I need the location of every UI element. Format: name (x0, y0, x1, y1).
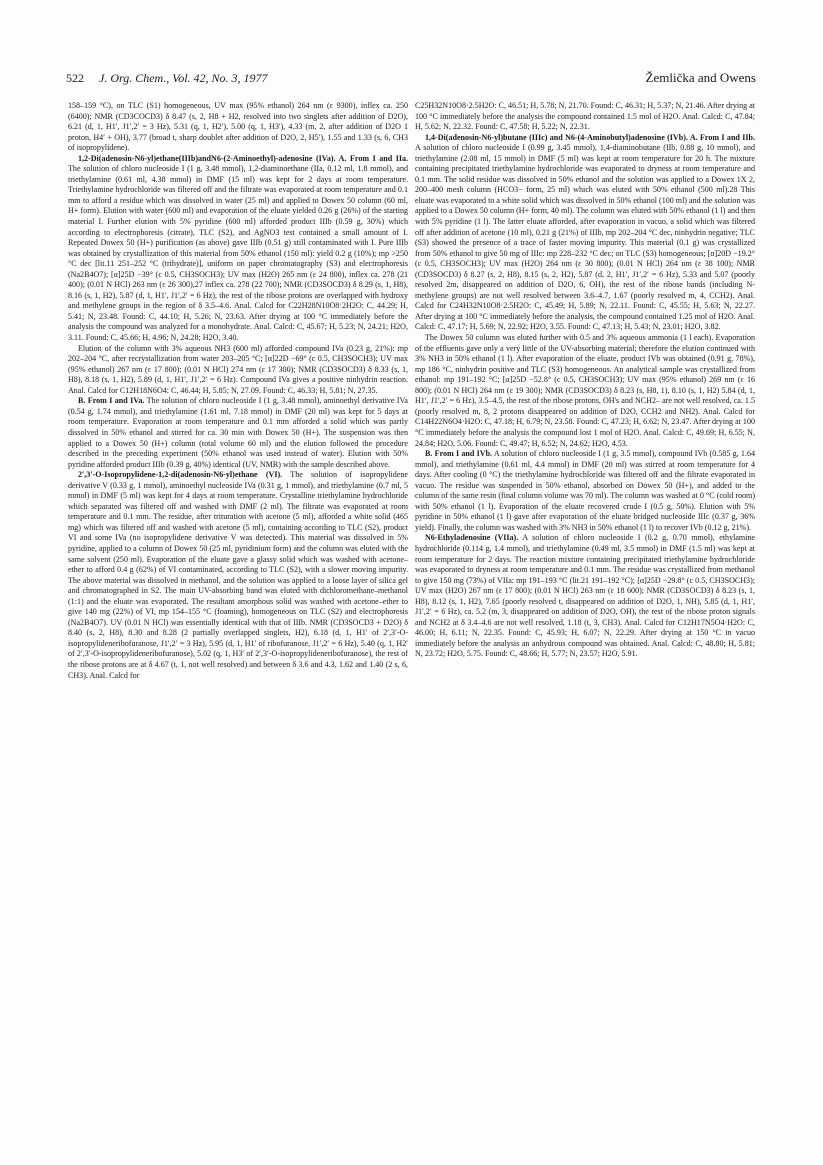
paragraph (415, 133, 755, 333)
paragraph (415, 101, 755, 133)
paragraph-heading: 1,4-Di(adenosin-N6-yl)butane (IIIc) and N6-(4-Aminobutyl)adenosine (IVb). A. From I and IIb. (425, 132, 755, 142)
running-header (66, 70, 756, 90)
paragraph-text: 158–159 °C), on TLC (S1) homogeneous, UV max (95% ethanol) 264 nm (ε 9300), inflex ca. 250 (6400); NMR (CD3COCD3) δ 8.47 (s, 2, H8 + H2, resolved into two singlets after addition of D2O), 6.21 (d, 1, H1′, J1′,2′ = 3 Hz), 5.31 (q, 1, H2′), 5.00 (q, 1, H3′), 4.33 (m, 2, after addition of D2O 1 proton, H4′ + OH), 3.77 (broad t, sharp doublet after addition of D2O, 2, H5′), 1.55 and 1.33 (s, 6, CH3 of isopropylidene). (68, 101, 408, 153)
left-column (68, 101, 408, 681)
right-column (415, 101, 755, 660)
paragraph-text: The solution of isopropylidene derivative V (0.33 g, 1 mmol), aminoethyl nucleoside IVa (0.31 g, 1 mmol), and triethylamine (0.7 ml, 5 mmol) in DMF (5 ml) was kept for 4 days at room temperature. Crystalline triethylamine hydrochloride which separated was filtered off and washed with DMF (2 ml). The filtrate was evaporated at room temperature and 0.1 mm. The residue, after trituration with acetone (5 ml), afforded a white solid (465 mg) which was filtered off and washed with acetone (5 ml), containing according to TLC (S2), product VI and some IVa (no isopropylidene derivative V was detected). This material was dissolved in 5% pyridine, applied to a column of Dowex 50 (25 ml, pyridinium form) and the column was eluted with the same solvent (250 ml). Evaporation of the eluate gave a glassy solid which was washed with acetone–ether to afford 0.4 g (62%) of VI contaminated, according to TLC (S2), with a slower moving impurity. The above material was dissolved in methanol, and the solution was applied to a loose layer of silica gel and chromatographed in S2. The main UV-absorbing band was eluted with dichloromethane–methanol (1:1) and the eluate was evaporated. The resultant amorphous solid was washed with acetone–ether to give 140 mg (22%) of VI, mp 154–155 °C (foaming), homogeneous on TLC (S2) and electrophoresis (Na2B4O7). UV (0.01 N HCl) was essentially identical with that of IIIb. NMR (CD3SOCD3 + D2O) δ 8.40 (s, 2, H8), 8.30 and 8.28 (2 partially overlapped singlets, H2), 6.18 (d, 1, H1′ of 2′,3′-O-isopropylideneribofuranose, J1′,2′ = 3 Hz), 5.95 (d, 1, H1′ of ribofuranose, J1′,2′ = 6 Hz), 5.40 (q, 1, H2′ of 2′,3′-O-isopropylideneribofuranose), 5.02 (q, 1, H3′ of 2′,3′-O-isopropylideneribofuranose), the rest of the ribose protons are at δ 4.67 (t, 1, not well resolved) and between δ 3.6 and 4.3, 1.62 and 1.40 (2 s, 6, CH3). Anal. Calcd for (68, 470, 408, 680)
journal-citation: J. Org. Chem., Vol. 42, No. 3, 1977 (99, 71, 268, 85)
paragraph-heading: 2′,3′-O-Isopropylidene-1,2-di(adenosin-N6-yl)ethane (VI). (78, 470, 283, 480)
paragraph-heading: B. From I and IVb. (425, 449, 493, 459)
paragraph-heading: 1,2-Di(adenosin-N6-yl)ethane(IIIb)andN6-(2-Aminoethyl)-adenosine (IVa). A. From I and IIa. (78, 153, 408, 163)
paragraph-text: The solution of chloro nucleoside I (1 g, 3.48 mmol), 1,2-diaminoethane (IIa, 0.12 ml, 1.8 mmol), and triethylamine (0.61 ml, 4.38 mmol) in DMF (15 ml) was kept for 2 days at room temperature. Triethylamine hydrochloride was filtered off and the filtrate was evaporated at room temperature and 0.1 mm to afford a residue which was dissolved in water (25 ml) and applied to Dowex 50 column (60 ml, H+ form). Elution with water (600 ml) and evaporation of the eluate yielded 0.26 g (26%) of the starting material I. Further elution with 5% pyridine (600 ml) afforded product IIIb (0.59 g, 30%) which according to electrophoresis (citrate), TLC (S2), and AgNO3 test contained a small amount of I. Repeated Dowex 50 (H+) purification (as above) gave IIIb (0.51 g) still contaminated with I. Pure IIIb was obtained by crystallization of this material from 50% ethanol (150 ml): yield 0.2 g (10%); mp >250 °C dec [lit.11 251–252 °C (trihydrate)], uniform on paper chromatography (S3) and electrophoresis (Na2B4O7); [α]25D −39° (c 0.5, CH3SOCH3); UV max (H2O) 265 nm (ε 24 800), inflex ca. 278 (21 400); (0.01 N HCl) 263 nm (ε 26 300),27 inflex ca. 278 (22 700); NMR (CD3SOCD3) δ 8.29 (s, 1, H8), 8.16 (s, 1, H2), 5.87 (d, 1, H1′, J1′,2′ = 6 Hz), the rest of the ribose protons are overlapped with hydroxy and methylene groups in the region of δ 3.5–4.6. Anal. Calcd for C22H28N10O8·2H2O: C, 44.29; H, 5.41; N, 23.48. Found: C, 44.10; H, 5.26; N, 23.63. After drying at 100 °C immediately before the analysis the compound was analyzed for a monohydrate. Anal. Calcd: C, 45.67; H, 5.23; N, 24.21; H2O, 3.11. Found: C, 45.66; H, 4.96; N, 24.28; H2O, 3.40. (68, 164, 408, 343)
paragraph (68, 154, 408, 344)
header-left (66, 71, 268, 86)
paragraph (415, 449, 755, 533)
paragraph (68, 470, 408, 681)
paragraph (68, 396, 408, 470)
paragraph-text: A solution of chloro nucleoside I (1 g, 3.5 mmol), compound IVb (0.585 g, 1.64 mmol), and triethylamine (0.61 ml, 4.4 mmol) in DMF (20 ml) was stirred at room temperature for 4 days. After cooling (0 °C) the triethylamine hydrochloride was filtered off and the filtrate evaporated in vacuo. The residue was suspended in 50% ethanol, absorbed on Dowex 50 (H+), and added to the column of the same resin (final column volume was 70 ml). The column was washed at 0 °C (cold room) with 50% ethanol (1 l). Evaporation of the eluate recovered crude I (0.5 g, 50%). Elution with 5% pyridine in 50% ethanol (1 l) gave after evaporation of the eluate bridged nucleoside IIIc (0.37 g, 36% yield). Finally, the column was washed with 3% NH3 in 50% ethanol (1 l) to recover IVb (0.12 g, 21%). (415, 449, 756, 532)
paragraph (68, 101, 408, 154)
paragraph (415, 533, 755, 660)
page-number: 522 (66, 71, 84, 85)
paragraph (68, 344, 408, 397)
paragraph-text: A solution of chloro nucleoside I (0.99 g, 3.45 mmol), 1,4-diaminobutane (IIb, 0.88 g, 10 mmol), and triethylamine (2.08 ml, 15 mmol) in DMF (5 ml) was kept at room temperature for 20 h. The mixture containing precipitated triethylamine hydrochloride was evaporated to dryness at room temperature and 0.1 mm. The solid residue was dissolved in 50% ethanol and the solution was applied to a Dowex 1X 2, 200–400 mesh column (HCO3− form, 25 ml) which was eluted with 50% ethanol (500 ml).28 This eluate was evaporated to a white solid which was dissolved in 50% ethanol (100 ml) and the solution was applied to a Dowex 50 column (H+ form, 40 ml). The column was eluted with 50% ethanol (1 l) and then with 5% pyridine (1 l). The latter eluate afforded, after evaporation in vacuo, a solid which was filtered off after addition of acetone (10 ml), 0.21 g (21%) of IIIb, mp 202–204 °C dec, ninhydrin negative; TLC (S3) showed the presence of a trace of faster moving impurity. This material (0.1 g) was crystallized from 50% ethanol to give 50 mg of IIIc: mp 228–232 °C dec; on TLC (S3) homogeneous; [α]20D −19.2° (c 0.5, CH3SOCH3); UV max (H2O) 264 nm (ε 30 800); (0.01 N HCl) 264 nm (ε 38 100); NMR (CD3SOCD3) δ 8.27 (s, 2, H8), 8.15 (s, 2, H2), 5.87 (d, 2, H1′, J1′,2′ = 6 Hz), 5.33 and 5.07 (poorly resolved 2m, disappeared on addition of D2O, 6, OH), the rest of the ribose bands (including N-methylene groups) are not well resolved between 3.6–4.7, 1.67 (poorly resolved m, 4, CCH2). Anal. Calcd for C24H32N10O8·2.5H2O: C, 45.49; H, 5.89; N, 22.11. Found: C, 45.55; H, 5.63; N, 22.27. After drying at 100 °C immediately before the analysis, the compound contained 1.25 mol of H2O. Anal. Calcd: C, 47.17; H, 5.69; N, 22.92; H2O, 3.55. Found: C, 47.13; H, 5.43; N, 23.01; H2O, 3.82. (415, 143, 755, 332)
paragraph-text: Elution of the column with 3% aqueous NH3 (600 ml) afforded compound IVa (0.23 g, 21%): mp 202–204 °C, after recrystallization from water 203–205 °C; [α]22D −69° (c 0.5, CH3SOCH3); UV max (95% ethanol) 267 nm (ε 17 800); (0.01 N HCl) 274 nm (ε 17 300); NMR (CD3SOCD3) δ 8.33 (s, 1, H8), 8.18 (s, 1, H2), 5.89 (d, 1, H1′, J1′,2′ = 6 Hz). Compound IVa gives a positive ninhydrin reaction. Anal. Calcd for C12H18N6O4: C, 46.44; H, 5.85; N, 27.09. Found: C, 46.33; H, 5.81; N, 27.35. (68, 343, 408, 395)
paragraph-text: A solution of chloro nucleoside I (0.2 g, 0.70 mmol), ethylamine hydrochloride (0.114 g, 1.4 mmol), and triethylamine (0.49 ml, 3.5 mmol) in DMF (1.5 ml) was kept at room temperature for 2 days. The reaction mixture containing precipitated triethylamine hydrochloride was evaporated to dryness at room temperature and 0.1 mm. The residue was crystallized from methanol to give 150 mg (73%) of VIIa: mp 191–193 °C (lit.21 191–192 °C); [α]25D −29.8° (c 0.5, CH3SOCH3); UV max (H2O) 267 nm (ε 17 800); (0.01 N HCl) 263 nm (ε 18 600); NMR (CD3SOCD3) δ 8.23 (s, 1, H8), 8.12 (s, 1, H2), 7.65 (poorly resolved t, disappeared on addition of D2O, 1, NH), 5.85 (d, 1, H1′, J1′,2′ = 6 Hz), ca. 5.2 (m, 3, disappeared on addition of D2O, OH), the rest of the ribose proton signals and NCH2 at δ 3.4–4.6 are not well resolved, 1.18 (t, 3, CH3). Anal. Calcd for C12H17N5O4·H2O: C, 46.00; H, 6.11; N, 22.35. Found: C, 45.93; H, 6.07; N, 22.29. After drying at 150 °C in vacuo immediately before the analysis an anhydrous compound was obtained. Anal. Calcd: C, 48.80; H, 5.81; N, 23.72; H2O, 5.75. Found: C, 48.66; H, 5.77; N, 23.57; H2O, 5.91. (415, 533, 755, 659)
paragraph (415, 333, 755, 449)
paragraph-heading: N6-Ethyladenosine (VIIa). (425, 533, 519, 543)
paragraph-heading: B. From I and IVa. (78, 396, 145, 406)
paragraph-text: C25H32N10O8·2.5H2O: C, 46.51; H, 5.78; N, 21.70. Found: C, 46.31; H, 5.37; N, 21.46. After drying at 100 °C immediately before the analysis the compound contained 1.5 mol of H2O. Anal. Calcd: C, 47.84; H, 5.62; N, 22.32. Found: C, 47.58; H, 5.22; N, 22.31. (415, 101, 755, 132)
paragraph-text: The solution of chloro nucleoside I (1 g, 3.48 mmol), aminoethyl derivative IVa (0.54 g, 1.74 mmol), and triethylamine (1.61 ml, 7.18 mmol) in DMF (20 ml) was kept for 5 days at room temperature. Evaporation at room temperature and 0.1 mm afforded a solid which was partly dissolved in 50% ethanol and stirred for ca. 30 min with Dowex 50 (H+). The suspension was then applied to a Dowex 50 (H+) column (total volume 60 ml) and the elution followed the procedure described in the preceding experiment (50% ethanol was used instead of water). Elution with 50% pyridine afforded product IIIb (0.39 g, 40%) identical (UV, NMR) with the sample described above. (68, 396, 408, 469)
header-authors: Žemlička and Owens (645, 70, 756, 85)
paragraph-text: The Dowex 50 column was eluted further with 0.5 and 3% aqueous ammonia (1 l each). Evaporation of the effluents gave only a very little of the UV-absorbing material; therefore the elution continued with 3% NH3 in 50% ethanol (1 l). After evaporation of the eluate, product IVb was obtained (0.91 g, 78%), mp 186 °C, ninhydrin positive and TLC (S3) homogeneous. An analytical sample was crystallized from ethanol: mp 191–192 °C; [α]25D −52.8° (c 0.5, CH3SOCH3); UV max (95% ethanol) 269 nm (ε 16 800); (0.01 N HCl) 264 nm (ε 19 300); NMR (CD3SOCD3) δ 8.23 (s, H8, 1), 8.10 (s, 1, H2) 5.84 (d, 1, H1′, J1′,2′ = 6 Hz), 3.5–4.5, the rest of the ribose protons, OH's and NCH2– are not well resolved, ca. 1.5 (poorly resolved m, 8, 2 protons disappeared on addition of D2O, CCH2 and NH2). Anal. Calcd for C14H22N6O4·H2O: C, 47.18; H, 6.79; N, 23.58. Found: C, 47.23; H, 6.62; N, 23.47. After drying at 100 °C immediately before the analysis the compound lost 1 mol of H2O. Anal. Calcd: C, 49.69; H, 6.55; N, 24.84; H2O, 5.06. Found: C, 49.47; H, 6.52; N, 24.62; H2O, 4.53. (415, 333, 755, 448)
